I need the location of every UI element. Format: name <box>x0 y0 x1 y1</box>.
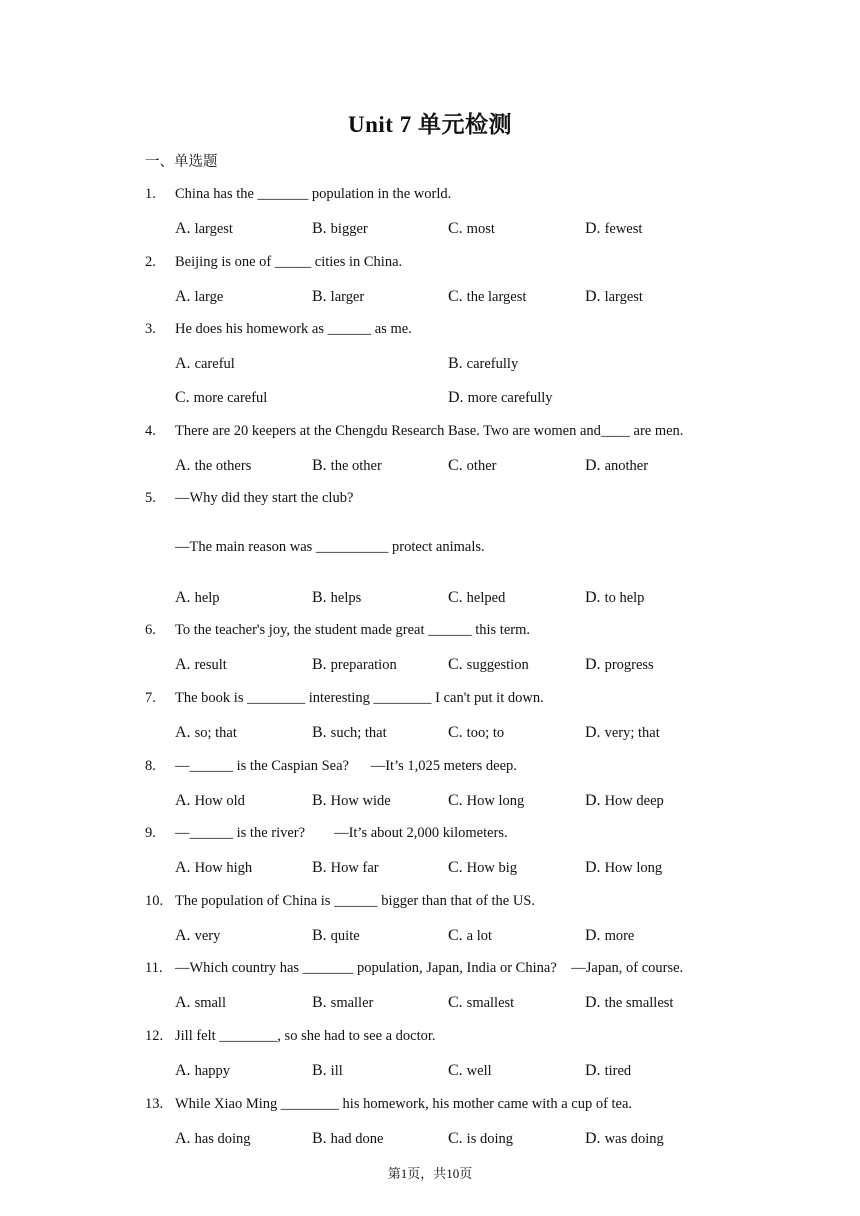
question-text: Jill felt ________, so she had to see a doctor. <box>175 1028 436 1044</box>
question-2 <box>145 254 402 271</box>
option-c[interactable]: C. the largest <box>448 288 527 305</box>
option-a[interactable]: A. careful <box>175 355 235 372</box>
option-d[interactable]: D. progress <box>585 656 654 673</box>
option-a[interactable]: A. How old <box>175 792 245 809</box>
question-12 <box>145 1028 436 1045</box>
option-d[interactable]: D. more <box>585 927 635 944</box>
question-number: 8. <box>145 758 156 774</box>
option-d[interactable]: D. to help <box>585 589 645 606</box>
question-text: While Xiao Ming ________ his homework, his mother came with a cup of tea. <box>175 1096 633 1112</box>
option-c[interactable]: C. How long <box>448 792 525 809</box>
options-2 <box>175 288 735 308</box>
question-5 <box>145 490 353 507</box>
question-text: He does his homework as ______ as me. <box>175 321 412 337</box>
options-7 <box>175 724 735 744</box>
option-b[interactable]: B. helps <box>312 589 362 606</box>
options-1 <box>175 220 735 240</box>
question-text: Beijing is one of _____ cities in China. <box>175 254 403 270</box>
question-number: 5. <box>145 490 156 506</box>
options-5 <box>175 589 735 609</box>
question-number: 7. <box>145 690 156 706</box>
option-d[interactable]: D. How long <box>585 859 663 876</box>
option-a[interactable]: A. small <box>175 994 226 1011</box>
question-13 <box>145 1096 632 1113</box>
question-1 <box>145 186 451 203</box>
option-b[interactable]: B. preparation <box>312 656 397 673</box>
option-b[interactable]: B. quite <box>312 927 360 944</box>
option-c[interactable]: C. other <box>448 457 497 474</box>
options-11 <box>175 994 735 1014</box>
option-b[interactable]: B. How far <box>312 859 379 876</box>
question-3 <box>145 321 412 338</box>
question-5-line2: —The main reason was __________ protect animals. <box>175 539 485 555</box>
options-8 <box>175 792 735 812</box>
option-a[interactable]: A. very <box>175 927 221 944</box>
option-a[interactable]: A. help <box>175 589 220 606</box>
option-d[interactable]: D. another <box>585 457 649 474</box>
question-7 <box>145 690 544 707</box>
question-number: 9. <box>145 825 156 841</box>
question-number: 11. <box>145 960 163 976</box>
option-a[interactable]: A. so; that <box>175 724 237 741</box>
question-number: 2. <box>145 254 156 270</box>
option-c[interactable]: C. How big <box>448 859 518 876</box>
option-b[interactable]: B. had done <box>312 1130 384 1147</box>
option-b[interactable]: B. carefully <box>448 355 519 372</box>
options-12 <box>175 1062 735 1082</box>
question-10 <box>145 893 535 910</box>
question-number: 6. <box>145 622 156 638</box>
option-c[interactable]: C. is doing <box>448 1130 513 1147</box>
options-13 <box>175 1130 735 1150</box>
option-d[interactable]: D. tired <box>585 1062 632 1079</box>
option-b[interactable]: B. the other <box>312 457 382 474</box>
option-d[interactable]: D. largest <box>585 288 643 305</box>
question-text: —Which country has _______ population, Japan, India or China? —Japan, of course. <box>175 960 684 976</box>
question-number: 10. <box>145 893 164 909</box>
option-a[interactable]: A. has doing <box>175 1130 251 1147</box>
option-d[interactable]: D. very; that <box>585 724 660 741</box>
options-4 <box>175 457 735 477</box>
question-text: To the teacher's joy, the student made great ______ this term. <box>175 622 531 638</box>
question-9 <box>145 825 508 842</box>
question-text: China has the _______ population in the world. <box>175 186 452 202</box>
option-a[interactable]: A. How high <box>175 859 253 876</box>
option-c[interactable]: C. smallest <box>448 994 515 1011</box>
section-heading: 一、单选题 <box>145 154 218 170</box>
question-number: 3. <box>145 321 156 337</box>
question-number: 1. <box>145 186 156 202</box>
options-3-row1 <box>175 355 735 375</box>
option-c[interactable]: C. a lot <box>448 927 493 944</box>
question-4 <box>145 423 683 440</box>
options-3-row2 <box>175 389 735 409</box>
option-b[interactable]: B. bigger <box>312 220 368 237</box>
option-c[interactable]: C. more careful <box>175 389 268 406</box>
question-text: —______ is the Caspian Sea? —It’s 1,025 meters deep. <box>175 758 517 774</box>
option-a[interactable]: A. result <box>175 656 227 673</box>
option-b[interactable]: B. smaller <box>312 994 374 1011</box>
options-9 <box>175 859 735 879</box>
options-10 <box>175 927 735 947</box>
option-c[interactable]: C. too; to <box>448 724 505 741</box>
option-d[interactable]: D. the smallest <box>585 994 674 1011</box>
option-c[interactable]: C. suggestion <box>448 656 529 673</box>
option-d[interactable]: D. fewest <box>585 220 643 237</box>
option-a[interactable]: A. largest <box>175 220 233 237</box>
question-number: 13. <box>145 1096 164 1112</box>
page-footer: 第1页，共10页 <box>387 1166 473 1181</box>
option-a[interactable]: A. happy <box>175 1062 230 1079</box>
option-d[interactable]: D. How deep <box>585 792 664 809</box>
question-text: There are 20 keepers at the Chengdu Research Base. Two are women and____ are men. <box>175 423 684 439</box>
page-title: Unit 7 单元检测 <box>348 112 512 137</box>
option-b[interactable]: B. such; that <box>312 724 387 741</box>
question-text: —Why did they start the club? <box>175 490 354 506</box>
option-d[interactable]: D. was doing <box>585 1130 664 1147</box>
question-text: The population of China is ______ bigger than that of the US. <box>175 893 536 909</box>
option-c[interactable]: C. well <box>448 1062 492 1079</box>
question-8 <box>145 758 517 775</box>
option-b[interactable]: B. ill <box>312 1062 343 1079</box>
option-d[interactable]: D. more carefully <box>448 389 553 406</box>
options-6 <box>175 656 735 676</box>
question-number: 4. <box>145 423 156 439</box>
option-a[interactable]: A. large <box>175 288 224 305</box>
question-6 <box>145 622 530 639</box>
question-11 <box>145 960 683 977</box>
option-b[interactable]: B. How wide <box>312 792 391 809</box>
option-a[interactable]: A. the others <box>175 457 252 474</box>
option-c[interactable]: C. most <box>448 220 495 237</box>
option-b[interactable]: B. larger <box>312 288 365 305</box>
question-text: The book is ________ interesting ________ I can't put it down. <box>175 690 544 706</box>
question-text: —______ is the river? —It’s about 2,000 kilometers. <box>175 825 508 841</box>
question-number: 12. <box>145 1028 164 1044</box>
option-c[interactable]: C. helped <box>448 589 506 606</box>
